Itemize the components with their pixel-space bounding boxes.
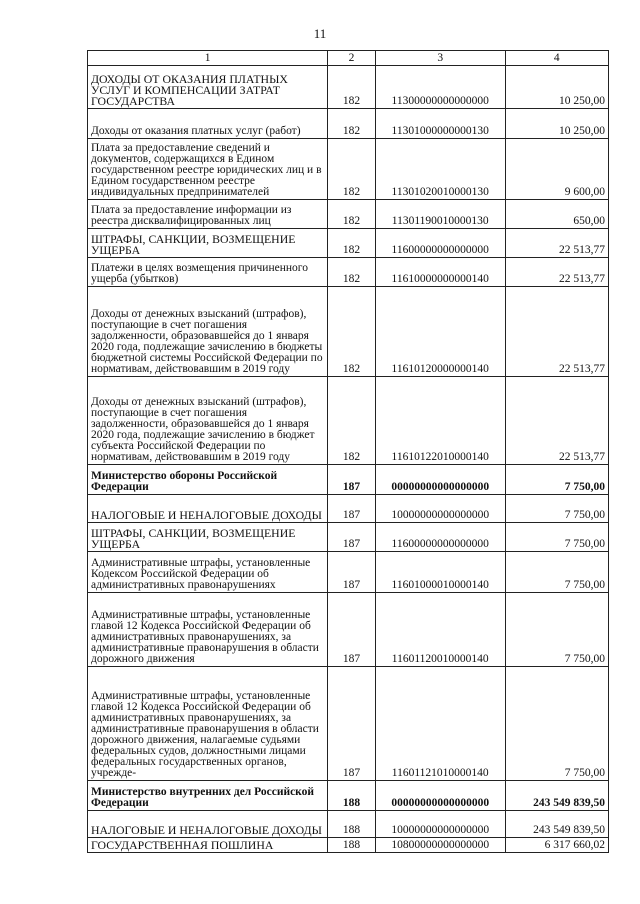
row-admin-code: 182 bbox=[328, 258, 376, 287]
row-admin-code: 182 bbox=[328, 287, 376, 377]
row-name: ДОХОДЫ ОТ ОКАЗАНИЯ ПЛАТНЫХ УСЛУГ И КОМПЕНСАЦИИ ЗАТРАТ ГОСУДАРСТВА bbox=[88, 66, 328, 109]
row-admin-code: 182 bbox=[328, 66, 376, 109]
table-row bbox=[88, 258, 609, 287]
header-cell-4: 4 bbox=[505, 51, 608, 66]
row-admin-code: 187 bbox=[328, 523, 376, 552]
row-amount: 243 549 839,50 bbox=[505, 781, 608, 811]
table-row bbox=[88, 377, 609, 465]
row-budget-code: 11601000010000140 bbox=[375, 552, 505, 593]
row-admin-code: 188 bbox=[328, 811, 376, 838]
row-admin-code: 182 bbox=[328, 229, 376, 258]
row-name: Доходы от денежных взысканий (штрафов), поступающие в счет погашения задолженности, образовавшейся до 1 января 2020 года, подлежащие зачислению в бюджеты бюджетной системы Российской Федерации по нормативам, действовавшим в 2019 году bbox=[88, 287, 328, 377]
row-budget-code: 11301020010000130 bbox=[375, 139, 505, 200]
row-budget-code: 11301000000000130 bbox=[375, 109, 505, 139]
table-row bbox=[88, 838, 609, 853]
row-name: Плата за предоставление информации из реестра дисквалифицированных лиц bbox=[88, 200, 328, 229]
row-budget-code: 11300000000000000 bbox=[375, 66, 505, 109]
row-name: Министерство внутренних дел Российской Федерации bbox=[88, 781, 328, 811]
row-name: Министерство обороны Российской Федерации bbox=[88, 465, 328, 495]
row-admin-code: 188 bbox=[328, 838, 376, 853]
table-row bbox=[88, 287, 609, 377]
row-budget-code: 00000000000000000 bbox=[375, 465, 505, 495]
row-name: ШТРАФЫ, САНКЦИИ, ВОЗМЕЩЕНИЕ УЩЕРБА bbox=[88, 523, 328, 552]
row-name: НАЛОГОВЫЕ И НЕНАЛОГОВЫЕ ДОХОДЫ bbox=[88, 811, 328, 838]
row-amount: 22 513,77 bbox=[505, 377, 608, 465]
row-admin-code: 187 bbox=[328, 667, 376, 781]
table-row bbox=[88, 200, 609, 229]
row-name: ШТРАФЫ, САНКЦИИ, ВОЗМЕЩЕНИЕ УЩЕРБА bbox=[88, 229, 328, 258]
row-admin-code: 182 bbox=[328, 377, 376, 465]
table-row bbox=[88, 229, 609, 258]
row-amount: 7 750,00 bbox=[505, 523, 608, 552]
table-row bbox=[88, 66, 609, 109]
row-budget-code: 11600000000000000 bbox=[375, 229, 505, 258]
row-name: Административные штрафы, установленные Кодексом Российской Федерации об административных правонарушениях bbox=[88, 552, 328, 593]
row-name: ГОСУДАРСТВЕННАЯ ПОШЛИНА bbox=[88, 838, 328, 853]
row-amount: 7 750,00 bbox=[505, 593, 608, 667]
row-admin-code: 188 bbox=[328, 781, 376, 811]
row-amount: 9 600,00 bbox=[505, 139, 608, 200]
row-amount: 22 513,77 bbox=[505, 258, 608, 287]
header-cell-2: 2 bbox=[328, 51, 376, 66]
row-name: НАЛОГОВЫЕ И НЕНАЛОГОВЫЕ ДОХОДЫ bbox=[88, 495, 328, 523]
row-name: Доходы от денежных взысканий (штрафов), поступающие в счет погашения задолженности, образовавшейся до 1 января 2020 года, подлежащие зачислению в бюджет субъекта Российской Федерации по нормативам, действовавшим в 2019 году bbox=[88, 377, 328, 465]
row-amount: 10 250,00 bbox=[505, 66, 608, 109]
row-name: Плата за предоставление сведений и документов, содержащихся в Едином государственном реестре юридических лиц и в Едином государственном реестре индивидуальных предпринимателей bbox=[88, 139, 328, 200]
table-row bbox=[88, 781, 609, 811]
row-budget-code: 11301190010000130 bbox=[375, 200, 505, 229]
row-budget-code: 11600000000000000 bbox=[375, 523, 505, 552]
row-amount: 10 250,00 bbox=[505, 109, 608, 139]
row-name: Доходы от оказания платных услуг (работ) bbox=[88, 109, 328, 139]
row-budget-code: 10000000000000000 bbox=[375, 811, 505, 838]
row-amount: 7 750,00 bbox=[505, 667, 608, 781]
table-row bbox=[88, 811, 609, 838]
row-amount: 650,00 bbox=[505, 200, 608, 229]
table-row bbox=[88, 523, 609, 552]
row-admin-code: 182 bbox=[328, 200, 376, 229]
table-row bbox=[88, 593, 609, 667]
table-row bbox=[88, 109, 609, 139]
row-amount: 7 750,00 bbox=[505, 465, 608, 495]
header-cell-1: 1 bbox=[88, 51, 328, 66]
row-admin-code: 182 bbox=[328, 109, 376, 139]
table-header-row bbox=[88, 51, 609, 66]
row-amount: 7 750,00 bbox=[505, 495, 608, 523]
row-budget-code: 10000000000000000 bbox=[375, 495, 505, 523]
row-amount: 7 750,00 bbox=[505, 552, 608, 593]
row-budget-code: 11610000000000140 bbox=[375, 258, 505, 287]
row-name: Административные штрафы, установленные главой 12 Кодекса Российской Федерации об административных правонарушениях, за административные правонарушения в области дорожного движения bbox=[88, 593, 328, 667]
row-admin-code: 187 bbox=[328, 495, 376, 523]
row-amount: 22 513,77 bbox=[505, 229, 608, 258]
page-number: 11 bbox=[313, 26, 327, 41]
row-budget-code: 11601121010000140 bbox=[375, 667, 505, 781]
row-amount: 22 513,77 bbox=[505, 287, 608, 377]
row-admin-code: 187 bbox=[328, 552, 376, 593]
row-budget-code: 11610120000000140 bbox=[375, 287, 505, 377]
row-budget-code: 10800000000000000 bbox=[375, 838, 505, 853]
revenue-table bbox=[87, 50, 609, 853]
row-budget-code: 00000000000000000 bbox=[375, 781, 505, 811]
row-budget-code: 11601120010000140 bbox=[375, 593, 505, 667]
table-row bbox=[88, 495, 609, 523]
row-amount: 6 317 660,02 bbox=[505, 838, 608, 853]
table-row bbox=[88, 139, 609, 200]
table-row bbox=[88, 552, 609, 593]
row-budget-code: 11610122010000140 bbox=[375, 377, 505, 465]
table-row bbox=[88, 667, 609, 781]
table-row bbox=[88, 465, 609, 495]
header-cell-3: 3 bbox=[375, 51, 505, 66]
row-admin-code: 182 bbox=[328, 139, 376, 200]
row-admin-code: 187 bbox=[328, 465, 376, 495]
row-name: Административные штрафы, установленные главой 12 Кодекса Российской Федерации об административных правонарушениях, за административные правонарушения в области дорожного движения, налагаемые судьями федеральных судов, должностными лицами федеральных государственных органов, учрежде- bbox=[88, 667, 328, 781]
row-name: Платежи в целях возмещения причиненного ущерба (убытков) bbox=[88, 258, 328, 287]
row-amount: 243 549 839,50 bbox=[505, 811, 608, 838]
row-admin-code: 187 bbox=[328, 593, 376, 667]
